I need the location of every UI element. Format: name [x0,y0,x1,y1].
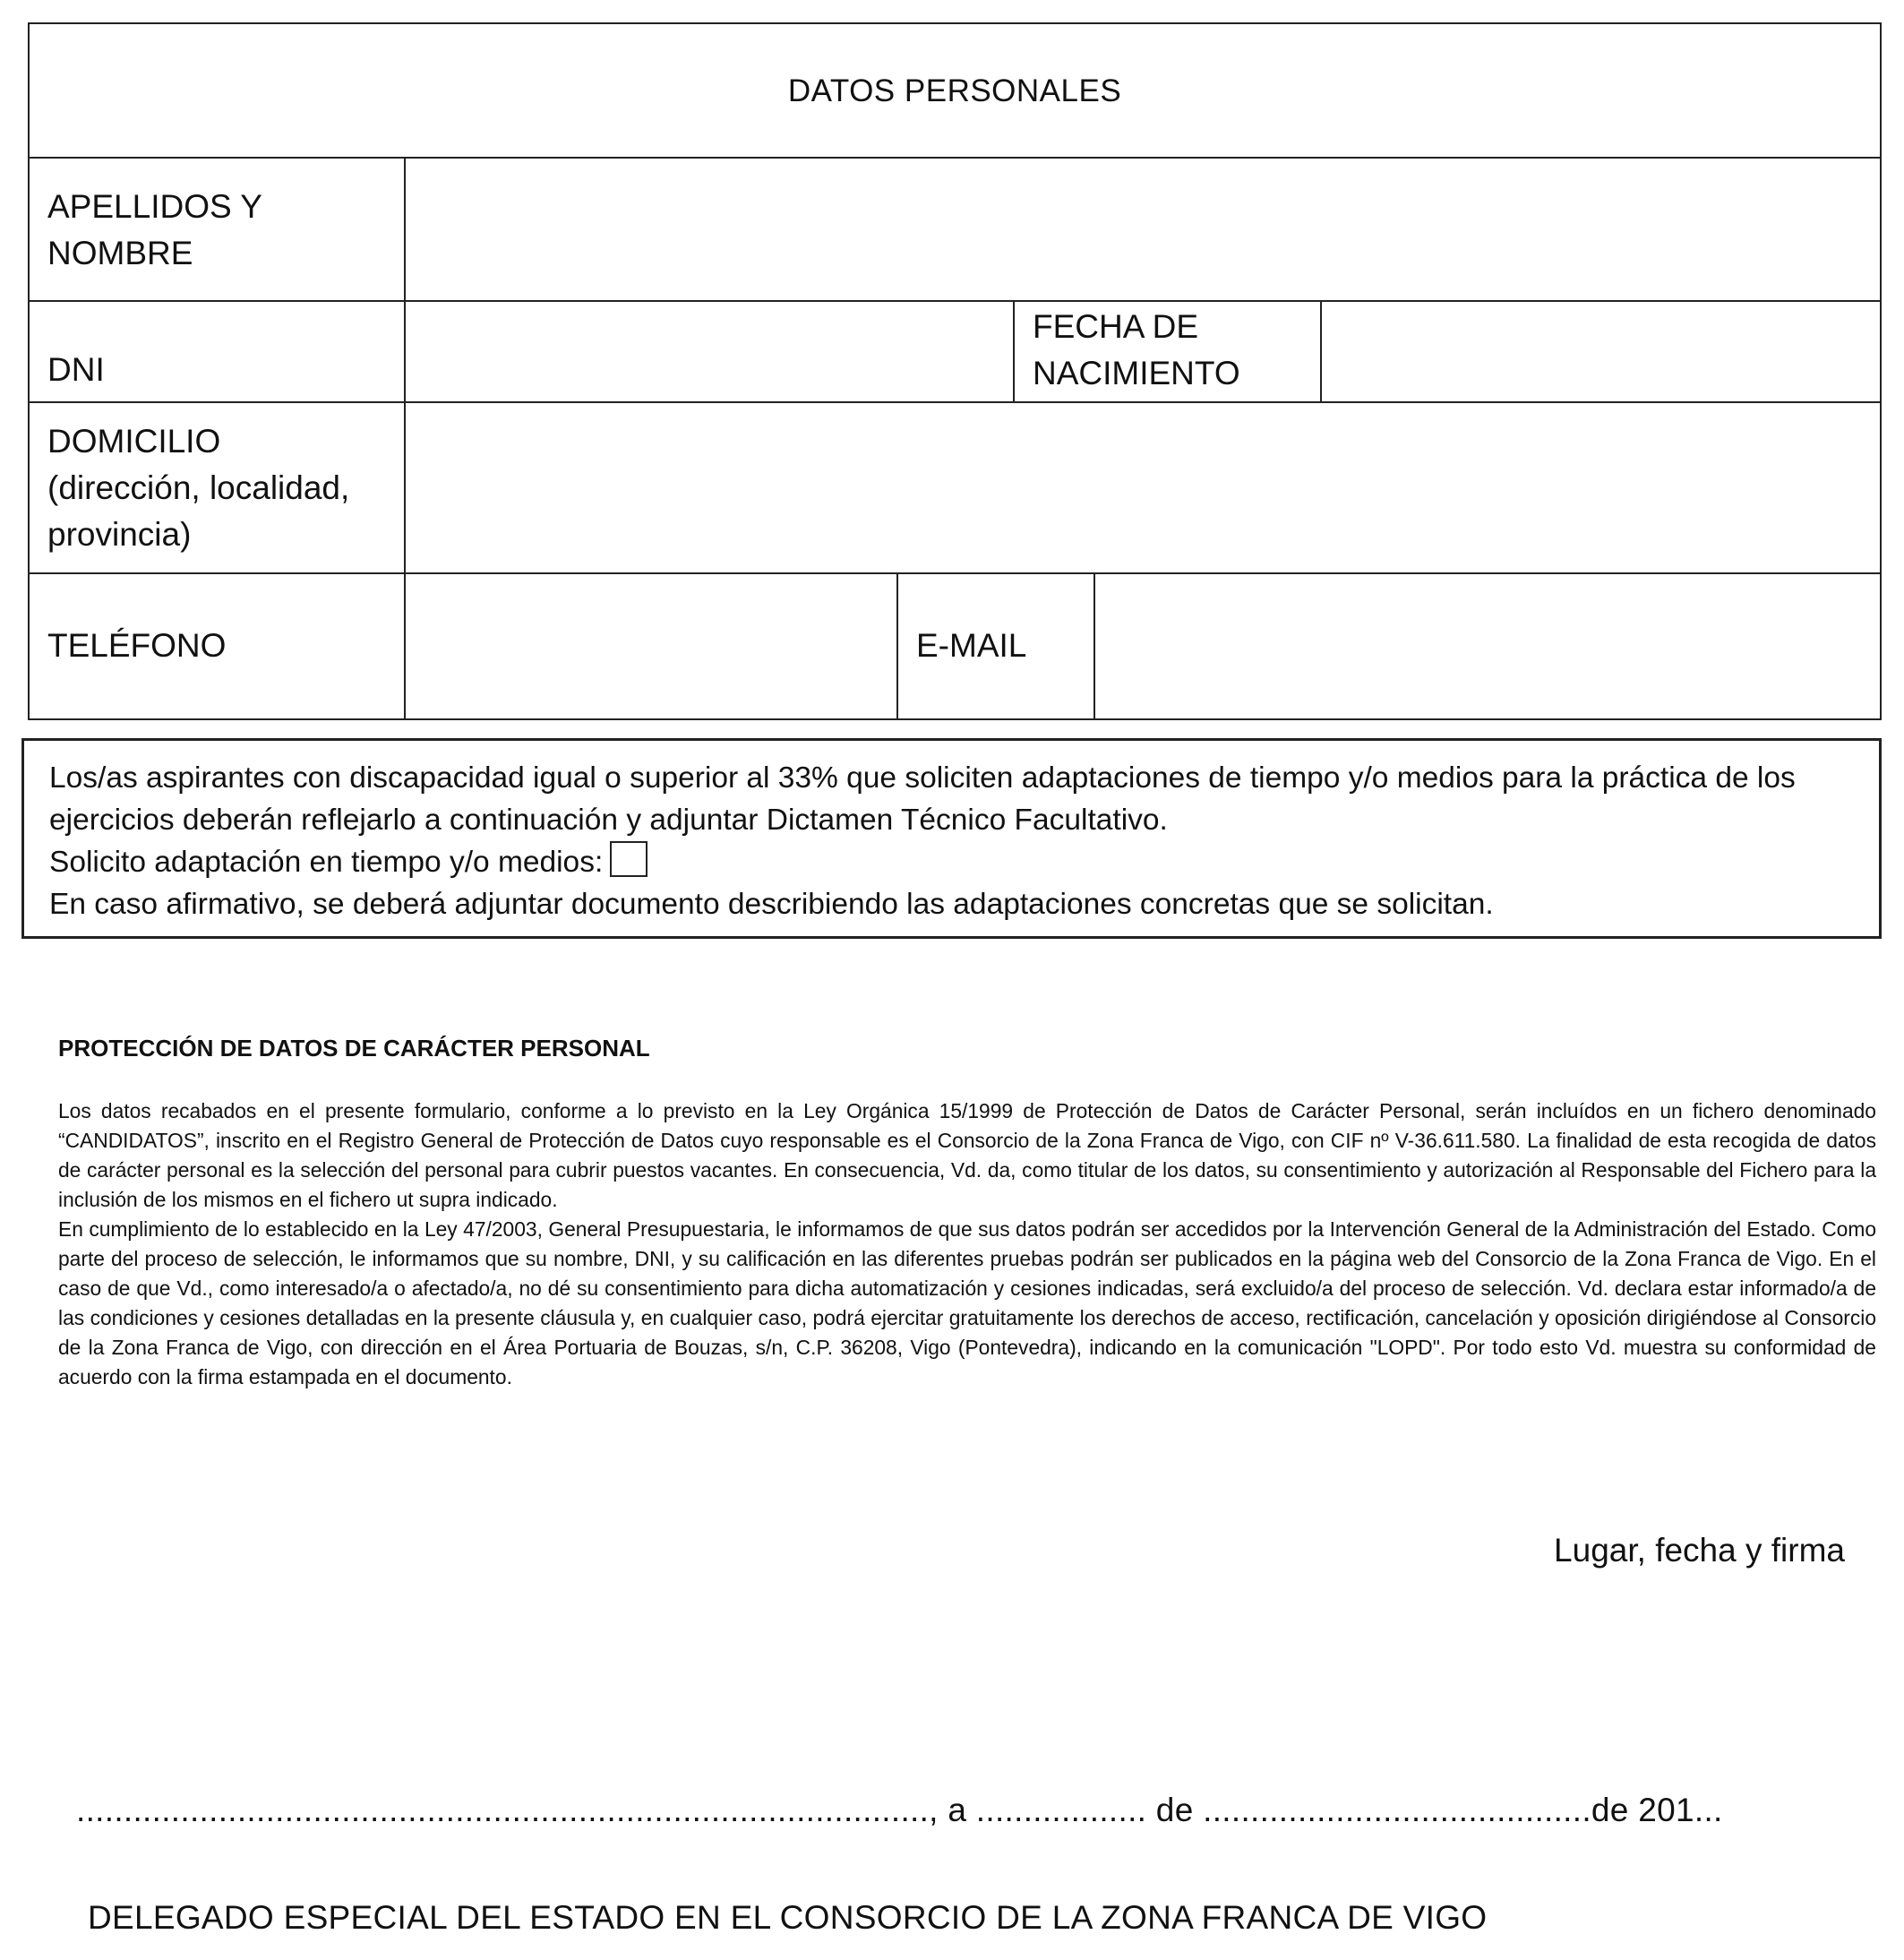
name-field[interactable] [406,159,1882,300]
name-label: APELLIDOS Y NOMBRE [47,188,262,271]
recipient-line: DELEGADO ESPECIAL DEL ESTADO EN EL CONSORCIO DE LA ZONA FRANCA DE VIGO [88,1899,1488,1936]
phone-label: TELÉFONO [47,627,227,664]
dni-field[interactable] [406,302,1013,401]
date-fill-line: .........................................................................................., a .................. de .........................................de 201... [76,1792,1723,1828]
dni-label: DNI [47,351,105,388]
notice-text: Los/as aspirantes con discapacidad igual o superior al 33% que soliciten adaptaciones de tiempo y/o medios para la práctica de los ejercicios deberán reflejarlo a continuación y adjuntar Dictamen Técnico Facultativo. [49,761,1796,837]
birth-date-field[interactable] [1322,302,1882,401]
adaptation-request-row [49,841,1854,883]
personal-data-table [28,22,1882,720]
email-field[interactable] [1095,574,1882,720]
column-divider [1013,300,1015,401]
place-date-signature-label: Lugar, fecha y firma [1554,1532,1845,1569]
data-protection-heading: PROTECCIÓN DE DATOS DE CARÁCTER PERSONAL [58,1035,650,1062]
column-divider [896,572,898,720]
phone-field[interactable] [406,574,896,720]
adaptation-checkbox[interactable] [610,841,648,877]
adaptation-request-label: Solicito adaptación en tiempo y/o medios: [49,846,604,879]
notice-followup-text: En caso afirmativo, se deberá adjuntar documento describiendo las adaptaciones concretas que se solicitan. [49,888,1494,921]
data-protection-paragraph: Los datos recabados en el presente formulario, conforme a lo previsto en la Ley Orgánica 15/1999 de Protección de Datos de Carácter Personal, serán incluídos en un fichero denominado “CANDIDATOS”, inscrito en el Registro General de Protección de Datos cuyo responsable es el Consorcio de la Zona Franca de Vigo, con CIF nº V-36.611.580. La finalidad de esta recogida de datos de carácter personal es la selección del personal para cubrir puestos vacantes. En consecuencia, Vd. da, como titular de los datos, su consentimiento y autorización al Responsable del Fichero para la inclusión de los mismos en el fichero ut supra indicado. [58,1099,1876,1211]
address-label: DOMICILIO (dirección, localidad, provincia) [47,423,350,553]
data-protection-paragraph: En cumplimiento de lo establecido en la Ley 47/2003, General Presupuestaria, le informamos de que sus datos podrán ser accedidos por la Intervención General de la Administración del Estado. Como parte del proceso de selección, le informamos que su nombre, DNI, y su calificación en las diferentes pruebas podrán ser publicados en la página web del Consorcio de la Zona Franca de Vigo. En el caso de que Vd., como interesado/a o afectado/a, no dé su consentimiento para dicha automatización y cesiones indicadas, será excluido/a del proceso de selección. Vd. declara estar informado/a de las condiciones y cesiones detalladas en la presente cláusula y, en cualquier caso, podrá ejercitar gratuitamente los derechos de acceso, rectificación, cancelación y oposición dirigiéndose al Consorcio de la Zona Franca de Vigo, con dirección en el Área Portuaria de Bouzas, s/n, C.P. 36208, Vigo (Pontevedra), indicando en la comunicación "LOPD". Por todo esto Vd. muestra su conformidad de acuerdo con la firma estampada en el documento. [58,1217,1876,1388]
disability-adaptation-notice [21,738,1882,939]
table-title: DATOS PERSONALES [787,73,1122,108]
address-field[interactable] [406,403,1882,572]
data-protection-text [58,1096,1876,1392]
email-label: E-MAIL [916,627,1027,664]
birth-date-label: FECHA DE NACIMIENTO [1033,308,1240,391]
